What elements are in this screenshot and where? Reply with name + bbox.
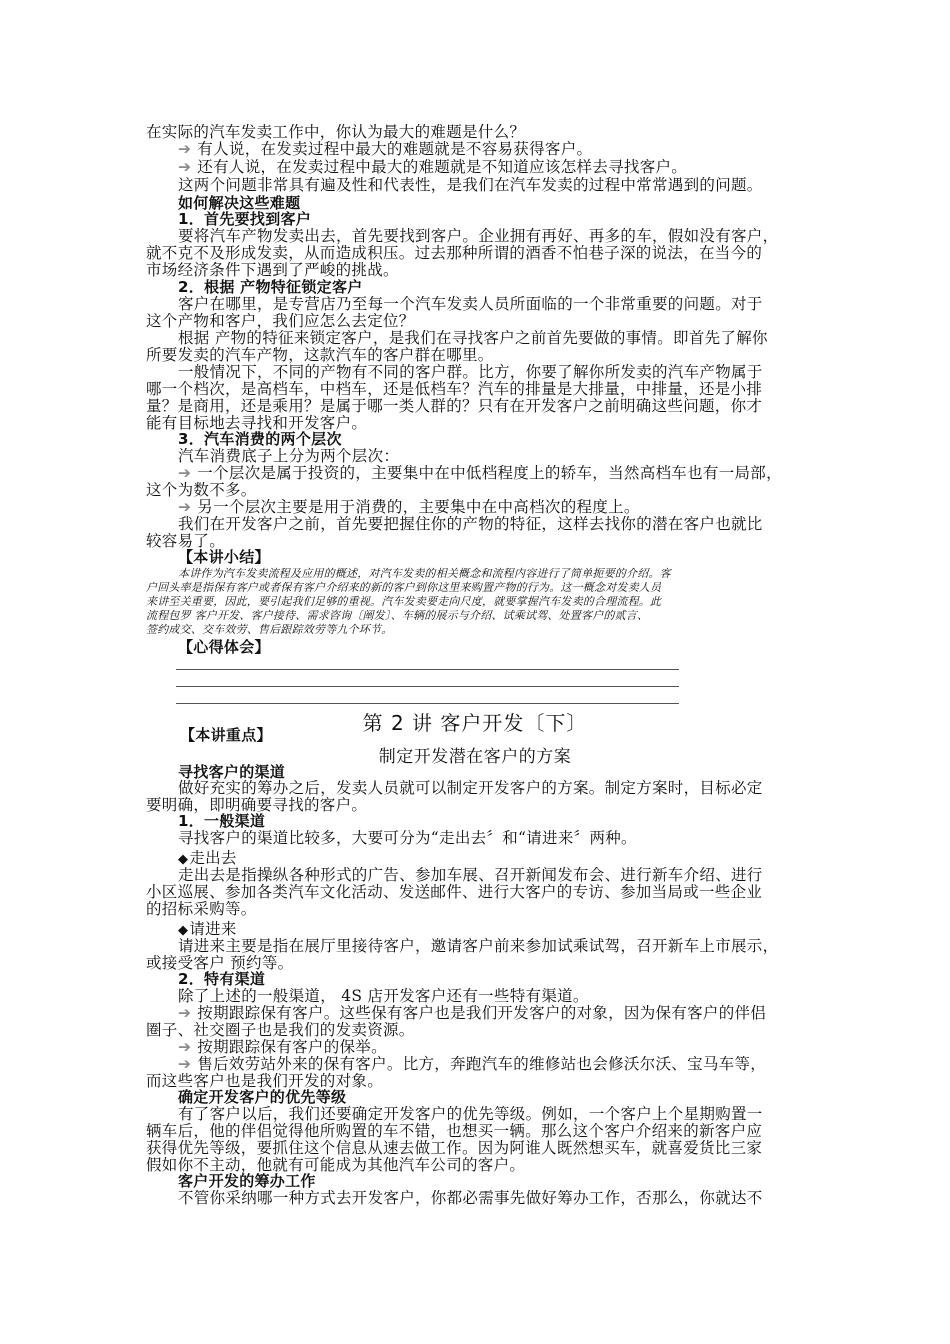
summary-heading: 【本讲小结】: [178, 548, 270, 566]
section-2-heading: 2．根据 产物特征锁定客户: [178, 278, 363, 296]
paragraph-line: 走出去是指操纵各种形式的广告、参加车展、召开新闻发布会、进行新车介绍、进行: [178, 866, 763, 884]
bullet-line: ➔ 一个层次是属于投资的，主要集中在中低档程度上的轿车，当然高档车也有一局部，: [178, 464, 782, 482]
paragraph-line: 获得优先等级，要抓住这个信息从速去做工作。因为阿谁人既然想买车，就喜爱货比三家: [146, 1139, 763, 1157]
reflection-rule-2: [176, 686, 679, 687]
paragraph-line: 的招标采购等。: [146, 900, 257, 918]
paragraph-line: 不管你采纳哪一种方式去开发客户，你都必需事先做好筹办工作，否那么，你就达不: [178, 1189, 763, 1207]
paragraph-line: 哪一个档次，是高档车，中档车，还是低档车？汽车的排量是大排量，中排量，还是小排: [146, 380, 763, 398]
paragraph-line: 要将汽车产物发卖出去，首先要找到客户。企业拥有再好、再多的车，假如没有客户，: [178, 227, 779, 245]
reflection-rule-1: [176, 669, 679, 670]
lecture-2-subtitle: 制定开发潜在客户的方案: [378, 747, 572, 767]
paragraph-line: 辆车后，他的伴侣觉得他所购置的车不错，也想买一辆。那么这个客户介绍来的新客户应: [146, 1122, 763, 1140]
summary-line: 来讲至关重要，因此，要引起我们足够的重视。汽车发卖要走向尺度，就要掌握汽车发卖的合理流程。此: [146, 595, 662, 608]
paragraph-line: 要明确，即明确要寻找的客户。: [146, 796, 368, 814]
arrow-right-icon: ➔: [178, 140, 192, 158]
paragraph-line: 就不克不及形成发卖，从而造成积压。过去那种所谓的酒香不怕巷子深的说法，在当今的: [146, 244, 763, 262]
bullet-line: ➔ 按期跟踪保有客户的保举。: [178, 1038, 387, 1056]
arrow-right-icon: ➔: [178, 1004, 192, 1022]
summary-line: 流程包罗 客户开发、客户接待、需求咨询〔阐发〕、车辆的展示与介绍、试乘试驾、处置客户的贰言、: [146, 609, 649, 622]
lecture-2-title: 第 2 讲 客户开发〔下〕: [362, 711, 588, 735]
key-points-label: 【本讲重点】: [180, 726, 272, 744]
paragraph-line: 量？是商用，还是乘用？是属于哪一类人群的？只有在开发客户之前明确这些问题，你才: [146, 397, 763, 415]
paragraph-line: 假如你不主动，他就有可能成为其他汽车公司的客户。: [146, 1156, 526, 1174]
paragraph-line: 有了客户以后，我们还要确定开发客户的优先等级。例如，一个客户上个星期购置一: [178, 1105, 763, 1123]
intro-question: 在实际的汽车发卖工作中，你认为最大的难题是什么？: [146, 123, 526, 141]
solve-heading: 如何解决这些难题: [178, 194, 301, 212]
arrow-right-icon: ➔: [178, 1055, 192, 1073]
diamond-bullet-icon: ◆: [178, 923, 189, 938]
go-out-label: ◆走出去: [178, 849, 237, 867]
paragraph-line: 而这些客户也是我们开发的对象。: [146, 1072, 384, 1090]
paragraph-line: 寻找客户的渠道比较多，大要可分为“走出去〞和“请进来〞两种。: [178, 829, 637, 847]
paragraph-line: 一般情况下，不同的产物有不同的客户群。比方，你要了解你所发卖的汽车产物属于: [178, 363, 763, 381]
diamond-bullet-icon: ◆: [178, 852, 189, 867]
intro-opinion-1: ➔ 有人说，在发卖过程中最大的难题就是不容易获得客户。: [178, 140, 593, 158]
arrow-right-icon: ➔: [178, 464, 192, 482]
priority-heading: 确定开发客户的优先等级: [178, 1088, 347, 1106]
paragraph-line: 除了上述的一般渠道， 4S 店开发客户还有一些特有渠道。: [178, 987, 589, 1005]
channel-1-heading: 1．一般渠道: [178, 812, 266, 830]
reflection-rule-3: [176, 703, 679, 704]
paragraph-line: 客户在哪里，是专营店乃至每一个汽车发卖人员所面临的一个非常重要的问题。对于: [178, 295, 763, 313]
bullet-line: ➔ 另一个层次主要是用于消费的，主要集中在中高档次的程度上。: [178, 498, 640, 516]
arrow-right-icon: ➔: [178, 158, 192, 176]
intro-opinion-2: ➔ 还有人说，在发卖过程中最大的难题就是不知道应该怎样去寻找客户。: [178, 158, 688, 176]
bullet-line: ➔ 按期跟踪保有客户。这些保有客户也是我们开发客户的对象，因为保有客户的伴侣: [178, 1004, 767, 1022]
paragraph-line: 较容易了。: [146, 532, 226, 550]
arrow-right-icon: ➔: [178, 498, 192, 516]
paragraph-line: 我们在开发客户之前，首先要把握住你的产物的特征，这样去找你的潜在客户也就比: [178, 515, 763, 533]
paragraph-line: 小区巡展、参加各类汽车文化活动、发送邮件、进行大客户的专访、参加当局或一些企业: [146, 883, 763, 901]
section-1-heading: 1．首先要找到客户: [178, 210, 312, 228]
paragraph-line: 汽车消费底子上分为两个层次：: [178, 447, 400, 465]
prep-heading: 客户开发的筹办工作: [178, 1172, 316, 1190]
paragraph-line: 请进来主要是指在展厅里接待客户，邀请客户前来参加试乘试驾，召开新车上市展示，: [178, 937, 779, 955]
summary-line: 户回头率是指保有客户或者保有客户介绍来的新的客户到你这里来购置产物的行为。这一概念对发卖人员: [146, 581, 662, 594]
section-3-heading: 3．汽车消费的两个层次: [178, 430, 342, 448]
paragraph-line: 能有目标地去寻找和开发客户。: [146, 414, 368, 432]
paragraph-line: 做好充实的筹办之后，发卖人员就可以制定开发客户的方案。制定方案时，目标必定: [178, 779, 763, 797]
reflection-heading: 【心得体会】: [178, 638, 270, 656]
paragraph-line: 这个产物和客户，我们应怎么去定位？: [146, 312, 415, 330]
arrow-right-icon: ➔: [178, 1038, 192, 1056]
intro-conclusion: 这两个问题非常具有遍及性和代表性，是我们在汽车发卖的过程中常常遇到的问题。: [178, 176, 763, 194]
paragraph-line: 或接受客户 预约等。: [146, 954, 294, 972]
paragraph-line: 所要发卖的汽车产物，这款汽车的客户群在哪里。: [146, 346, 494, 364]
channel-2-heading: 2．特有渠道: [178, 970, 266, 988]
invite-label: ◆请进来: [178, 920, 237, 938]
paragraph-line: 根据 产物的特征来锁定客户，是我们在寻找客户之前首先要做的事情。即首先了解你: [178, 329, 768, 347]
paragraph-line: 这个为数不多。: [146, 481, 257, 499]
channels-heading: 寻找客户的渠道: [178, 763, 286, 781]
summary-line: 本讲作为汽车发卖流程及应用的概述，对汽车发卖的相关概念和流程内容进行了简单扼要的介绍。客: [178, 567, 671, 580]
summary-line: 签约成交、交车效劳、售后跟踪效劳等九个环节。: [146, 623, 393, 636]
paragraph-line: 市场经济条件下遇到了严峻的挑战。: [146, 261, 399, 279]
bullet-line: ➔ 售后效劳站外来的保有客户。比方，奔跑汽车的维修站也会修沃尔沃、宝马车等，: [178, 1055, 767, 1073]
paragraph-line: 圈子、社交圈子也是我们的发卖资源。: [146, 1021, 415, 1039]
